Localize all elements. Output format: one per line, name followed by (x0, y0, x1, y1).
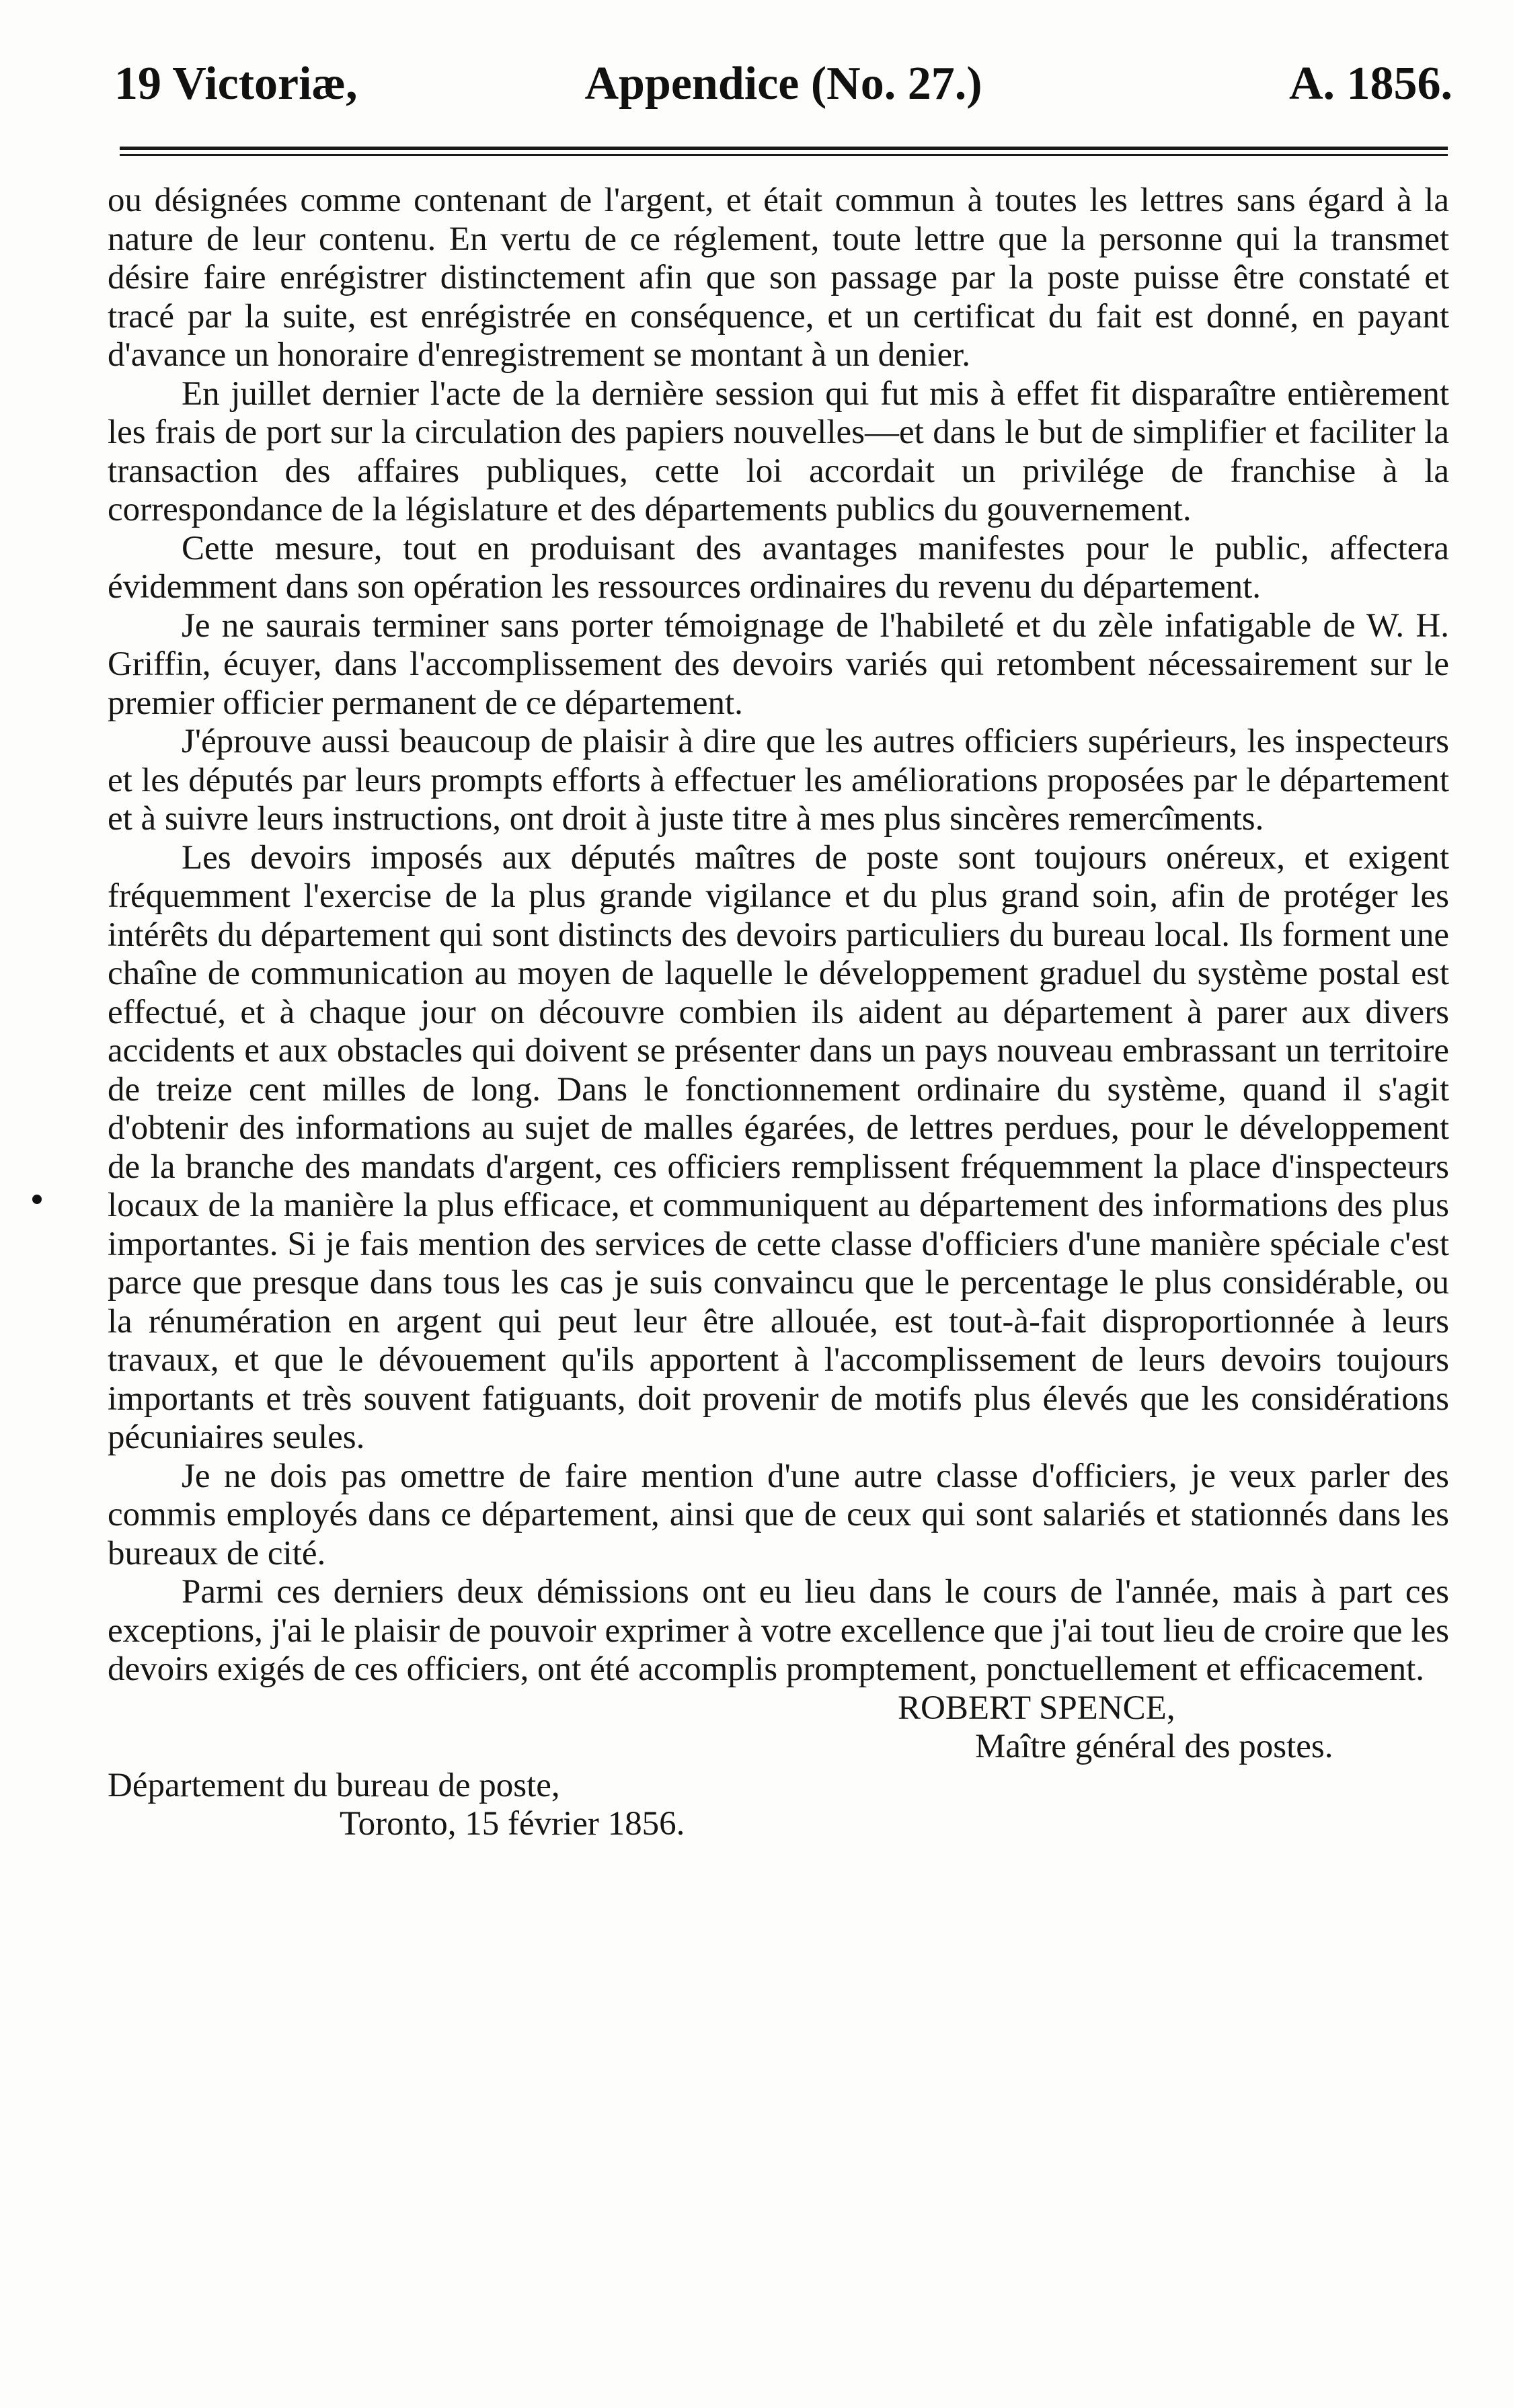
signatory-name: ROBERT SPENCE, (898, 1689, 1175, 1727)
header-rule-thin (120, 154, 1448, 156)
dateline-place-date: Toronto, 15 février 1856. (340, 1805, 685, 1843)
paragraph: Je ne saurais terminer sans porter témoignage de l'habileté et du zèle infatigable de W. H. Griffin, écuyer, dans l'accomplissement des devoirs variés qui retombent nécessairement sur le premier officier permanent de ce département. (108, 606, 1449, 722)
header-session: 19 Victoriæ, (114, 58, 358, 110)
page-header (114, 47, 1452, 121)
report-body (108, 182, 1449, 1844)
paragraph: Parmi ces derniers deux démissions ont eu lieu dans le cours de l'année, mais à part ces exceptions, j'ai le plaisir de pouvoir exprimer à votre excellence que j'ai tout lieu de croire que les devoirs exigés de ces officiers, ont été accomplis promptement, ponctuellement et efficacement. (108, 1573, 1449, 1688)
signatory-title: Maître général des postes. (975, 1728, 1333, 1765)
paragraph: J'éprouve aussi beaucoup de plaisir à dire que les autres officiers supérieurs, les inspecteurs et les députés par leurs prompts efforts à effectuer les améliorations proposées par le département et à suivre leurs instructions, ont droit à juste titre à mes plus sincères remercîments. (108, 723, 1449, 838)
paragraph-continuation: ou désignées comme contenant de l'argent, et était commun à toutes les lettres sans égard à la nature de leur contenu. En vertu de ce réglement, toute lettre que la personne qui la transmet désire faire enrégistrer distinctement afin que son passage par la poste puisse être constaté et tracé par la suite, est enrégistrée en conséquence, et un certificat du fait est donné, en payant d'avance un honoraire d'enregistrement se montant à un denier. (108, 182, 1449, 374)
signature-block (108, 1689, 1449, 1767)
paragraph: Je ne dois pas omettre de faire mention d'une autre classe d'officiers, je veux parler des commis employés dans ce département, ainsi que de ceux qui sont salariés et stationnés dans les bureaux de cité. (108, 1457, 1449, 1572)
dateline-department: Département du bureau de poste, (108, 1766, 560, 1804)
paragraph: En juillet dernier l'acte de la dernière session qui fut mis à effet fit disparaître entièrement les frais de port sur la circulation des papiers nouvelles—et dans le but de simplifier et faciliter la transaction des affaires publiques, cette loi accordait un privilége de franchise à la correspondance de la législature et des départements publics du gouvernement. (108, 374, 1449, 528)
paragraph: Cette mesure, tout en produisant des avantages manifestes pour le public, affectera évidemment dans son opération les ressources ordinaires du revenu du département. (108, 529, 1449, 606)
margin-ink-mark (32, 1195, 42, 1204)
header-year: A. 1856. (1288, 58, 1452, 110)
paragraph: Les devoirs imposés aux députés maîtres de poste sont toujours onéreux, et exigent fréquemment l'exercise de la plus grande vigilance et du plus grand soin, afin de protéger les intérêts du département qui sont distincts des devoirs particuliers du bureau local. Ils forment une chaîne de communication au moyen de laquelle le développement graduel du système postal est effectué, et à chaque jour on découvre combien ils aident au département à parer aux divers accidents et aux obstacles qui doivent se présenter dans un pays nouveau embrassant un territoire de treize cent milles de long. Dans le fonctionnement ordinaire du système, quand il s'agit d'obtenir des informations au sujet de malles égarées, de lettres perdues, pour le développement de la branche des mandats d'argent, ces officiers remplissent fréquemment la place d'inspecteurs locaux de la manière la plus efficace, et communiquent au département des informations des plus importantes. Si je fais mention des services de cette classe d'officiers d'une manière spéciale c'est parce que presque dans tous les cas je suis convaincu que le percentage le plus considérable, ou la rénumération en argent qui peut leur être allouée, est tout-à-fait disproportionnée à leurs travaux, et que le dévouement qu'ils apportent à l'accomplissement de leurs devoirs toujours importants et très souvent fatiguants, doit provenir de motifs plus élevés que les considérations pécuniaires seules. (108, 838, 1449, 1456)
header-appendix: Appendice (No. 27.) (584, 58, 982, 110)
header-rule-thick (120, 147, 1448, 150)
